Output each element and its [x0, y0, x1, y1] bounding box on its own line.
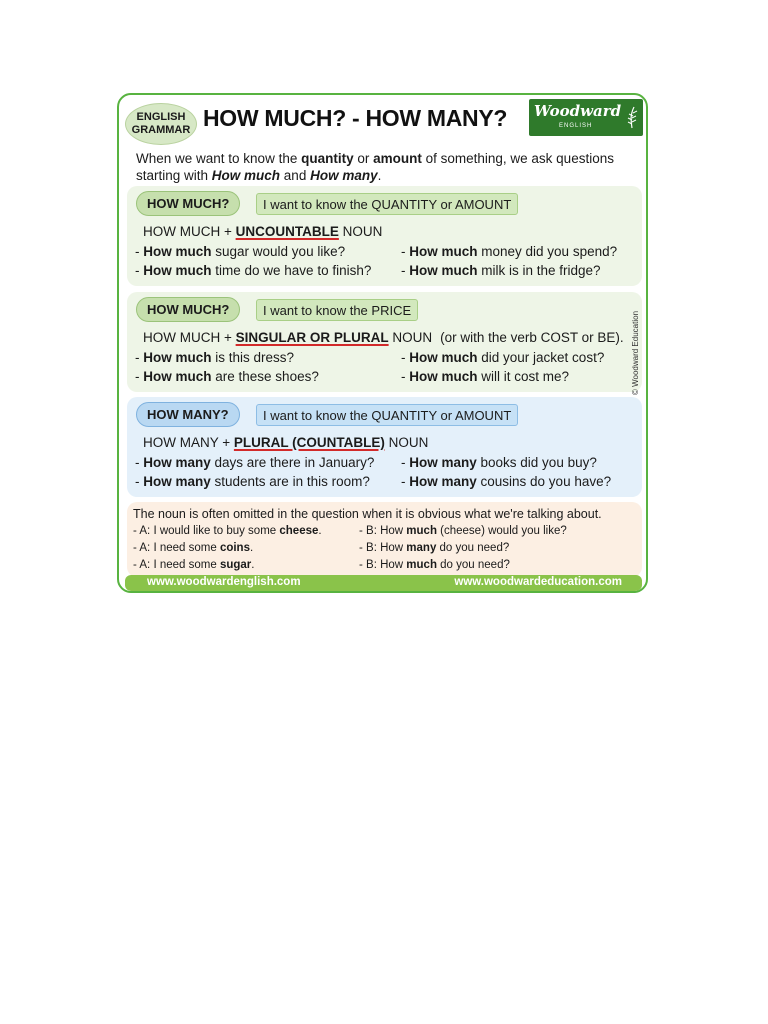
badge-line1: ENGLISH [136, 111, 186, 123]
example-item: - How many cousins do you have? [401, 474, 612, 489]
dialog-line-b: - B: How much (cheese) would you like? [359, 525, 567, 537]
example-item: - How much time do we have to finish? [135, 263, 372, 278]
page-title: HOW MUCH? - HOW MANY? [203, 105, 508, 131]
dialog-line-a: - A: I need some coins. [133, 542, 254, 554]
fern-leaf-icon [625, 105, 639, 129]
section-pill: HOW MUCH? [136, 191, 240, 216]
example-item: - How much is this dress? [135, 350, 295, 365]
example-item: - How many students are in this room? [135, 474, 370, 489]
copyright-text: © Woodward Education [631, 310, 640, 395]
badge-line2: GRAMMAR [131, 124, 191, 136]
example-item: - How much will it cost me? [401, 369, 570, 384]
example-item: - How many books did you buy? [401, 455, 597, 470]
dialog-line-a: - A: I would like to buy some cheese. [133, 525, 322, 537]
section-note: I want to know the QUANTITY or AMOUNT [256, 404, 518, 426]
woodward-logo [529, 99, 643, 136]
example-item: - How much milk is in the fridge? [401, 263, 601, 278]
woodwardenglish-link[interactable]: www.woodwardenglish.com [147, 576, 301, 588]
example-item: - How much sugar would you like? [135, 244, 346, 259]
example-item: - How many days are there in January? [135, 455, 375, 470]
english-grammar-badge [125, 103, 197, 145]
section-rule: HOW MANY + PLURAL (COUNTABLE) NOUN [143, 435, 429, 450]
section-pill: HOW MANY? [136, 402, 240, 427]
note-heading: The noun is often omitted in the question when it is obvious what we're talking about. [133, 507, 602, 521]
dialog-line-a: - A: I need some sugar. [133, 559, 255, 571]
example-item: - How much money did you spend? [401, 244, 618, 259]
intro-text: When we want to know the quantity or amount of something, we ask questions starting with How much and How many. [136, 151, 614, 183]
section-pill: HOW MUCH? [136, 297, 240, 322]
section-note: I want to know the QUANTITY or AMOUNT [256, 193, 518, 215]
dialog-line-b: - B: How many do you need? [359, 542, 510, 554]
section-how-many [127, 397, 642, 497]
section-how-much-quantity [127, 186, 642, 286]
logo-brand: Woodward [534, 102, 622, 120]
grammar-card [117, 93, 648, 593]
section-note: I want to know the PRICE [256, 299, 418, 321]
website-bar [125, 575, 642, 591]
example-item: - How much did your jacket cost? [401, 350, 605, 365]
dialog-line-b: - B: How much do you need? [359, 559, 510, 571]
woodwardeducation-link[interactable]: www.woodwardeducation.com [454, 576, 622, 588]
section-rule: HOW MUCH + UNCOUNTABLE NOUN [143, 224, 383, 239]
example-item: - How much are these shoes? [135, 369, 319, 384]
section-how-much-price [127, 292, 642, 392]
omitted-noun-note [127, 502, 642, 577]
logo-sub: ENGLISH [559, 123, 593, 129]
section-rule: HOW MUCH + SINGULAR OR PLURAL NOUN (or with the verb COST or BE). [143, 330, 624, 345]
